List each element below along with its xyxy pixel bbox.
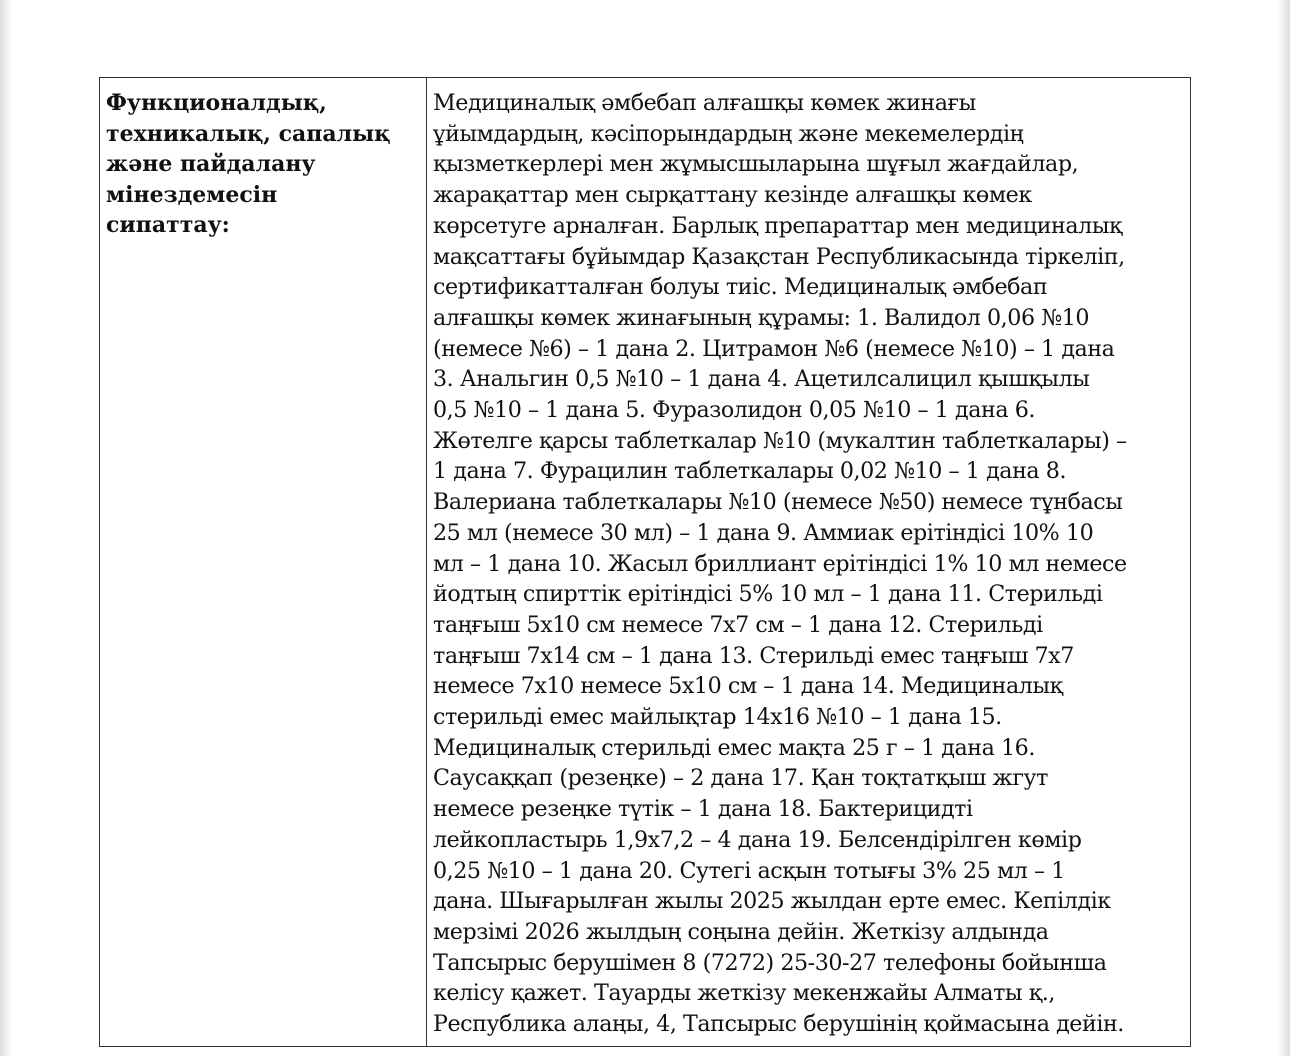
specification-table [99, 77, 1191, 1047]
table-row [100, 78, 1191, 1047]
value-cell [427, 78, 1191, 1047]
characteristics-label: Функционалдық, техникалық, сапалық және пайдалану мінездемесін сипаттау: [106, 90, 391, 238]
characteristics-description: Медициналық әмбебап алғашқы көмек жинағы ұйымдардың, кәсіпорындардың және мекемелердің қызметкерлері мен жұмысшыларына шұғыл жағдайлар, жарақаттар мен сырқаттану кезінде алғашқы көмек көрсетуге арналған. Барлық препараттар мен медициналық мақсаттағы бұйымдар Қазақстан Республикасында тіркеліп, сертификатталған болуы тиіс. Медициналық әмбебап алғашқы көмек жинағының құрамы: 1. Валидол 0,06 №10 (немесе №6) – 1 дана 2. Цитрамон №6 (немесе №10) – 1 дана 3. Анальгин 0,5 №10 – 1 дана 4. Ацетилсалицил қышқылы 0,5 №10 – 1 дана 5. Фуразолидон 0,05 №10 – 1 дана 6. Жөтелге қарсы таблеткалар №10 (мукалтин таблеткалары) – 1 дана 7. Фурацилин таблеткалары 0,02 №10 – 1 дана 8. Валериана таблеткалары №10 (немесе №50) немесе тұнбасы 25 мл (немесе 30 мл) – 1 дана 9. Аммиак ерітіндісі 10% 10 мл – 1 дана 10. Жасыл бриллиант ерітіндісі 1% 10 мл немесе йодтың спирттік ерітіндісі 5% 10 мл – 1 дана 11. Стерильді таңғыш 5х10 см немесе 7х7 см – 1 дана 12. Стерильді таңғыш 7х14 см – 1 дана 13. Стерильді емес таңғыш 7х7 немесе 7х10 немесе 5х10 см – 1 дана 14. Медициналық стерильді емес майлықтар 14х16 №10 – 1 дана 15. Медициналық стерильді емес мақта 25 г – 1 дана 16. Саусаққап (резеңке) – 2 дана 17. Қан тоқтатқыш жгут немесе резеңке түтік – 1 дана 18. Бактерицидті лейкопластырь 1,9х7,2 – 4 дана 19. Белсендірілген көмір 0,25 №10 – 1 дана 20. Сутегі асқын тотығы 3% 25 мл – 1 дана. Шығарылған жылы 2025 жылдан ерте емес. Кепілдік мерзімі 2026 жылдың соңына дейін. Жеткізу алдында Тапсырыс берушімен 8 (7272) 25-30-27 телефоны бойынша келісу қажет. Тауарды жеткізу мекенжайы Алматы қ., Республика алаңы, 4, Тапсырыс берушінің қоймасына дейін. [433, 90, 1127, 1038]
label-cell [100, 78, 427, 1047]
